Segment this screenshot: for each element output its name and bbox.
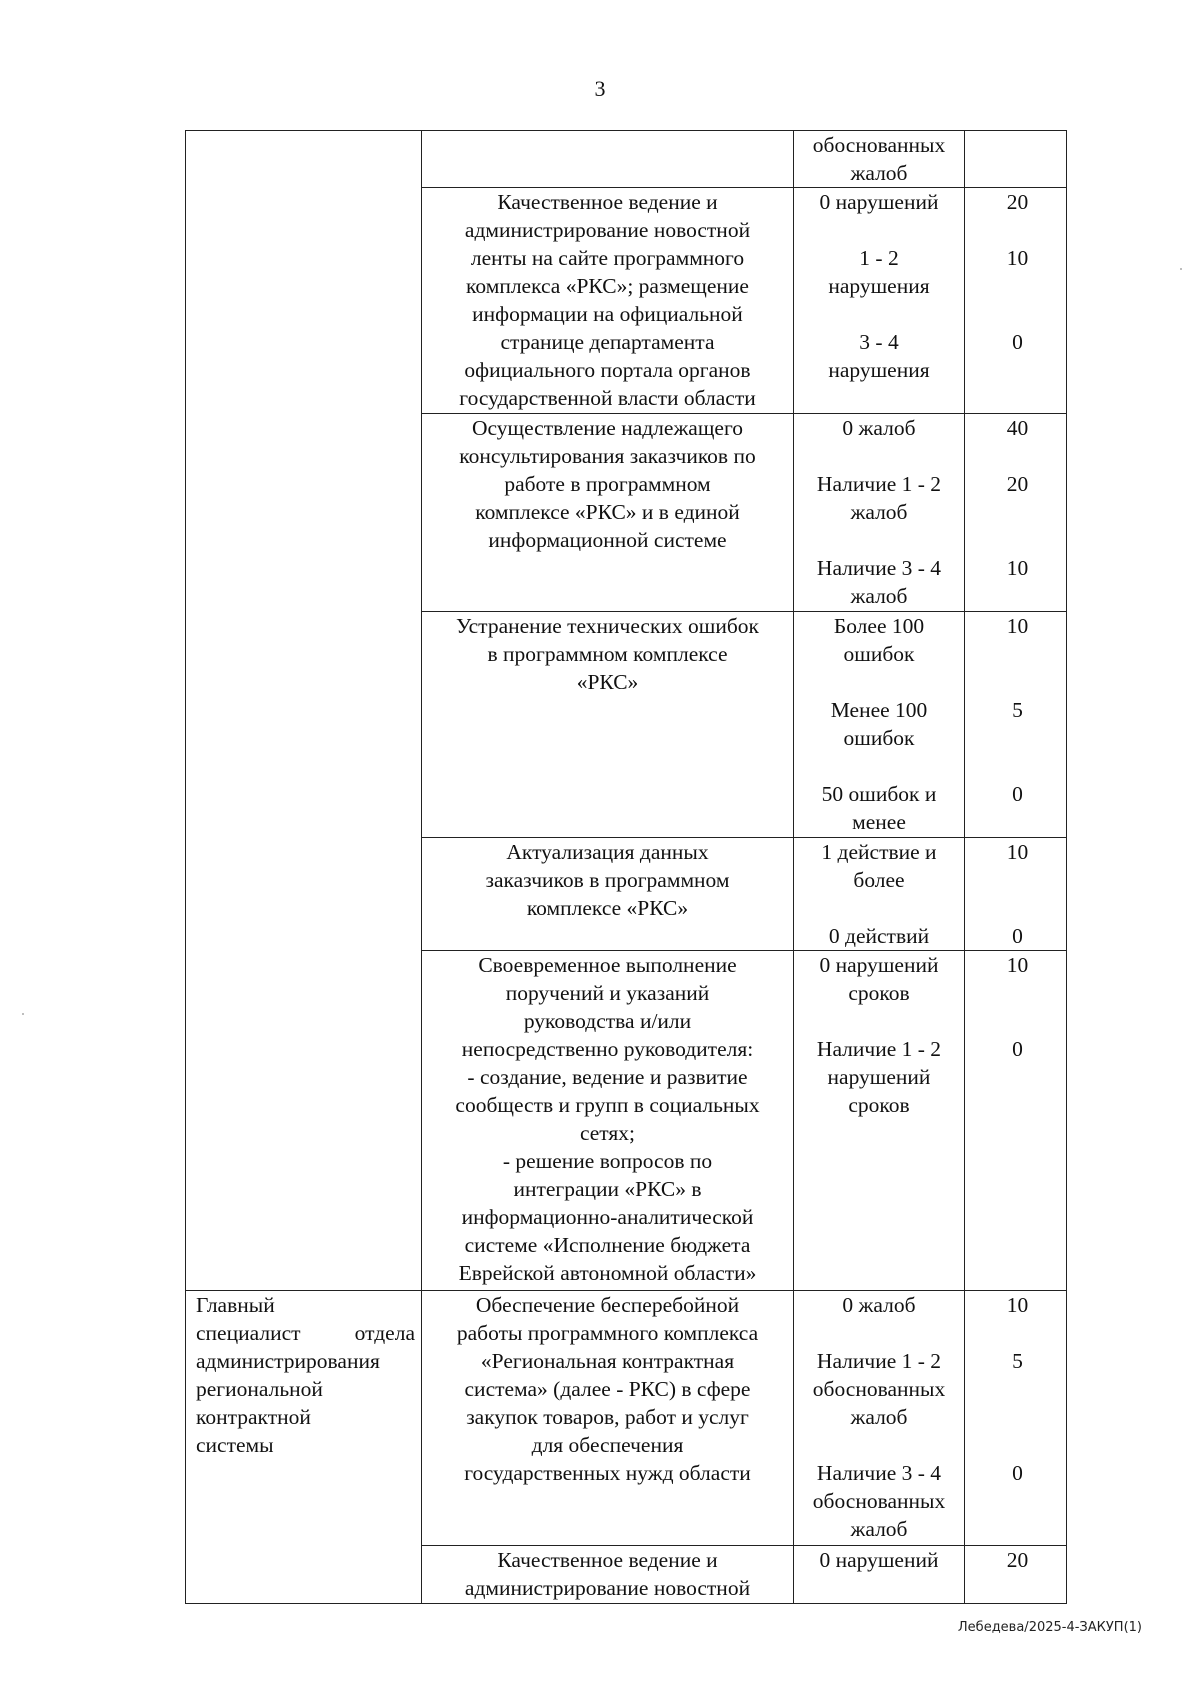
criterion-line: информации на официальной xyxy=(472,302,743,326)
condition-cell xyxy=(794,1546,965,1604)
condition-line: Более 100 xyxy=(833,614,925,638)
criterion-line: работы программного комплекса xyxy=(456,1321,759,1345)
condition-item xyxy=(796,951,962,1007)
criterion-cell xyxy=(422,612,794,838)
condition-item xyxy=(796,554,962,610)
condition-line: жалоб xyxy=(850,161,908,185)
position-line: Главный xyxy=(196,1293,275,1317)
score-value xyxy=(969,131,1066,187)
criterion-cell xyxy=(422,951,794,1291)
score-value: 0 xyxy=(1012,1461,1023,1485)
criterion-line: в программном комплексе xyxy=(487,642,728,666)
scan-speck xyxy=(1180,268,1182,270)
condition-cell xyxy=(794,1291,965,1546)
position-cell xyxy=(186,1291,422,1604)
criterion-line: официального портала органов xyxy=(464,358,751,382)
position-cell xyxy=(186,131,422,1291)
condition-item xyxy=(796,780,962,836)
score-value: 10 xyxy=(1006,840,1029,864)
condition-line: сроков xyxy=(848,981,910,1005)
condition-line: Наличие 1 - 2 xyxy=(816,1349,942,1373)
criterion-line: «Региональная контрактная xyxy=(480,1349,735,1373)
score-cell xyxy=(965,188,1067,414)
score-cell xyxy=(965,838,1067,951)
condition-item xyxy=(796,414,962,442)
score-value: 20 xyxy=(1006,472,1029,496)
score-cell xyxy=(965,414,1067,612)
criterion-line: сообществ и групп в социальных xyxy=(455,1093,760,1117)
criterion-line: администрирование новостной xyxy=(464,218,751,242)
criterion-line: государственной власти области xyxy=(459,386,756,410)
criterion-cell xyxy=(422,188,794,414)
criterion-line: работе в программном xyxy=(504,472,711,496)
score-value: 10 xyxy=(1006,953,1029,977)
criterion-line: комплексе «РКС» и в единой xyxy=(475,500,740,524)
criterion-line: - решение вопросов по xyxy=(502,1149,713,1173)
condition-line: обоснованных xyxy=(812,133,946,157)
condition-item xyxy=(796,328,962,384)
score-value: 10 xyxy=(1006,246,1029,270)
position-line: системы xyxy=(196,1433,274,1457)
condition-line: 0 нарушений xyxy=(819,953,939,977)
score-cell xyxy=(965,1546,1067,1604)
condition-line: сроков xyxy=(848,1093,910,1117)
condition-item xyxy=(796,188,962,216)
condition-cell xyxy=(794,838,965,951)
condition-item xyxy=(796,1459,962,1543)
criterion-line: Качественное ведение и xyxy=(497,1548,718,1572)
condition-line: 1 действие и xyxy=(821,840,937,864)
condition-line: жалоб xyxy=(850,500,908,524)
condition-line: нарушений xyxy=(827,1065,931,1089)
condition-line: 1 - 2 xyxy=(859,246,899,270)
condition-line: 3 - 4 xyxy=(859,330,899,354)
criterion-line: Осуществление надлежащего xyxy=(472,416,743,440)
condition-line: менее xyxy=(852,810,906,834)
condition-line: жалоб xyxy=(850,1517,908,1541)
kpi-table xyxy=(185,130,1067,1604)
criterion-line: странице департамента xyxy=(500,330,715,354)
table-row xyxy=(186,131,1067,188)
score-value: 20 xyxy=(1006,190,1029,214)
criterion-line: интеграции «РКС» в xyxy=(513,1177,702,1201)
score-value: 5 xyxy=(1012,1349,1023,1373)
score-value: 10 xyxy=(1006,614,1029,638)
scan-speck xyxy=(22,1013,24,1015)
criterion-line: система» (далее - РКС) в сфере xyxy=(464,1377,751,1401)
criterion-line: «РКС» xyxy=(576,670,639,694)
condition-item xyxy=(796,470,962,526)
table-row xyxy=(186,1291,1067,1546)
condition-item xyxy=(796,696,962,752)
score-value: 0 xyxy=(1012,1037,1023,1061)
condition-item xyxy=(796,1546,962,1574)
criterion-cell xyxy=(422,1291,794,1546)
condition-line: ошибок xyxy=(843,642,915,666)
condition-line: 0 нарушений xyxy=(819,190,939,214)
score-value: 10 xyxy=(1006,1293,1029,1317)
criterion-line: консультирования заказчиков по xyxy=(459,444,756,468)
score-value: 40 xyxy=(1006,416,1029,440)
condition-line: нарушения xyxy=(828,274,930,298)
criterion-line: Актуализация данных xyxy=(506,840,709,864)
condition-line: более xyxy=(853,868,905,892)
condition-line: 0 жалоб xyxy=(842,416,916,440)
criterion-line: заказчиков в программном xyxy=(485,868,730,892)
score-cell xyxy=(965,612,1067,838)
criterion-line: Качественное ведение и xyxy=(497,190,718,214)
score-value: 5 xyxy=(1012,698,1023,722)
criterion-line: комплекса «РКС»; размещение xyxy=(466,274,749,298)
score-value: 0 xyxy=(1012,330,1023,354)
score-cell xyxy=(965,131,1067,188)
criterion-line: системе «Исполнение бюджета xyxy=(464,1233,751,1257)
criterion-line: руководства и/или xyxy=(523,1009,692,1033)
position-line: администрирования xyxy=(196,1349,380,1373)
condition-line: 0 нарушений xyxy=(819,1548,939,1572)
condition-line: обоснованных xyxy=(812,1377,946,1401)
score-cell xyxy=(965,951,1067,1291)
criterion-line: администрирование новостной xyxy=(464,1576,751,1600)
condition-cell xyxy=(794,414,965,612)
condition-line: жалоб xyxy=(850,584,908,608)
criterion-line: информационной системе xyxy=(488,528,727,552)
document-footer-code: Лебедева/2025-4-ЗАКУП(1) xyxy=(957,1620,1142,1635)
condition-item xyxy=(796,612,962,668)
criterion-line: непосредственно руководителя: xyxy=(461,1037,754,1061)
criterion-cell xyxy=(422,1546,794,1604)
condition-line: жалоб xyxy=(850,1405,908,1429)
criterion-line: информационно-аналитической xyxy=(461,1205,754,1229)
condition-line: обоснованных xyxy=(812,1489,946,1513)
criterion-line: Еврейской автономной области» xyxy=(458,1261,757,1285)
criterion-line: для обеспечения xyxy=(531,1433,684,1457)
criterion-line: ленты на сайте программного xyxy=(470,246,745,270)
criterion-line: государственных нужд области xyxy=(464,1461,751,1485)
criterion-line: сетях; xyxy=(579,1121,636,1145)
condition-line: Наличие 3 - 4 xyxy=(816,1461,942,1485)
criterion-cell xyxy=(422,414,794,612)
page-number: 3 xyxy=(594,76,606,101)
condition-line: ошибок xyxy=(843,726,915,750)
condition-line: 0 жалоб xyxy=(842,1293,916,1317)
condition-cell xyxy=(794,951,965,1291)
position-line: специалист отдела xyxy=(196,1321,415,1345)
position-line: контрактной xyxy=(196,1405,311,1429)
condition-line: Менее 100 xyxy=(830,698,928,722)
condition-item xyxy=(796,244,962,300)
condition-line: Наличие 1 - 2 xyxy=(816,1037,942,1061)
condition-cell xyxy=(794,188,965,414)
condition-line: Наличие 1 - 2 xyxy=(816,472,942,496)
condition-item xyxy=(796,1035,962,1119)
score-cell xyxy=(965,1291,1067,1546)
condition-cell xyxy=(794,612,965,838)
score-value: 0 xyxy=(1012,924,1023,948)
condition-item xyxy=(796,1291,962,1319)
condition-line: Наличие 3 - 4 xyxy=(816,556,942,580)
condition-item xyxy=(796,838,962,894)
condition-item xyxy=(796,1347,962,1431)
condition-cell xyxy=(794,131,965,188)
score-value: 0 xyxy=(1012,782,1023,806)
condition-line: 0 действий xyxy=(828,924,930,948)
condition-line: 50 ошибок и xyxy=(821,782,937,806)
criterion-line: закупок товаров, работ и услуг xyxy=(466,1405,749,1429)
score-value: 10 xyxy=(1006,556,1029,580)
condition-item xyxy=(796,131,962,187)
score-value: 20 xyxy=(1006,1548,1029,1572)
criterion-line: Своевременное выполнение xyxy=(478,953,737,977)
criterion-line: Устранение технических ошибок xyxy=(456,614,759,638)
criterion-line: Обеспечение бесперебойной xyxy=(475,1293,740,1317)
criterion-line: поручений и указаний xyxy=(505,981,710,1005)
criterion-cell xyxy=(422,131,794,188)
criterion-line: - создание, ведение и развитие xyxy=(467,1065,748,1089)
criterion-cell xyxy=(422,838,794,951)
condition-item xyxy=(796,922,962,950)
position-line: региональной xyxy=(196,1377,323,1401)
criterion-line: комплексе «РКС» xyxy=(526,896,689,920)
condition-line: нарушения xyxy=(828,358,930,382)
